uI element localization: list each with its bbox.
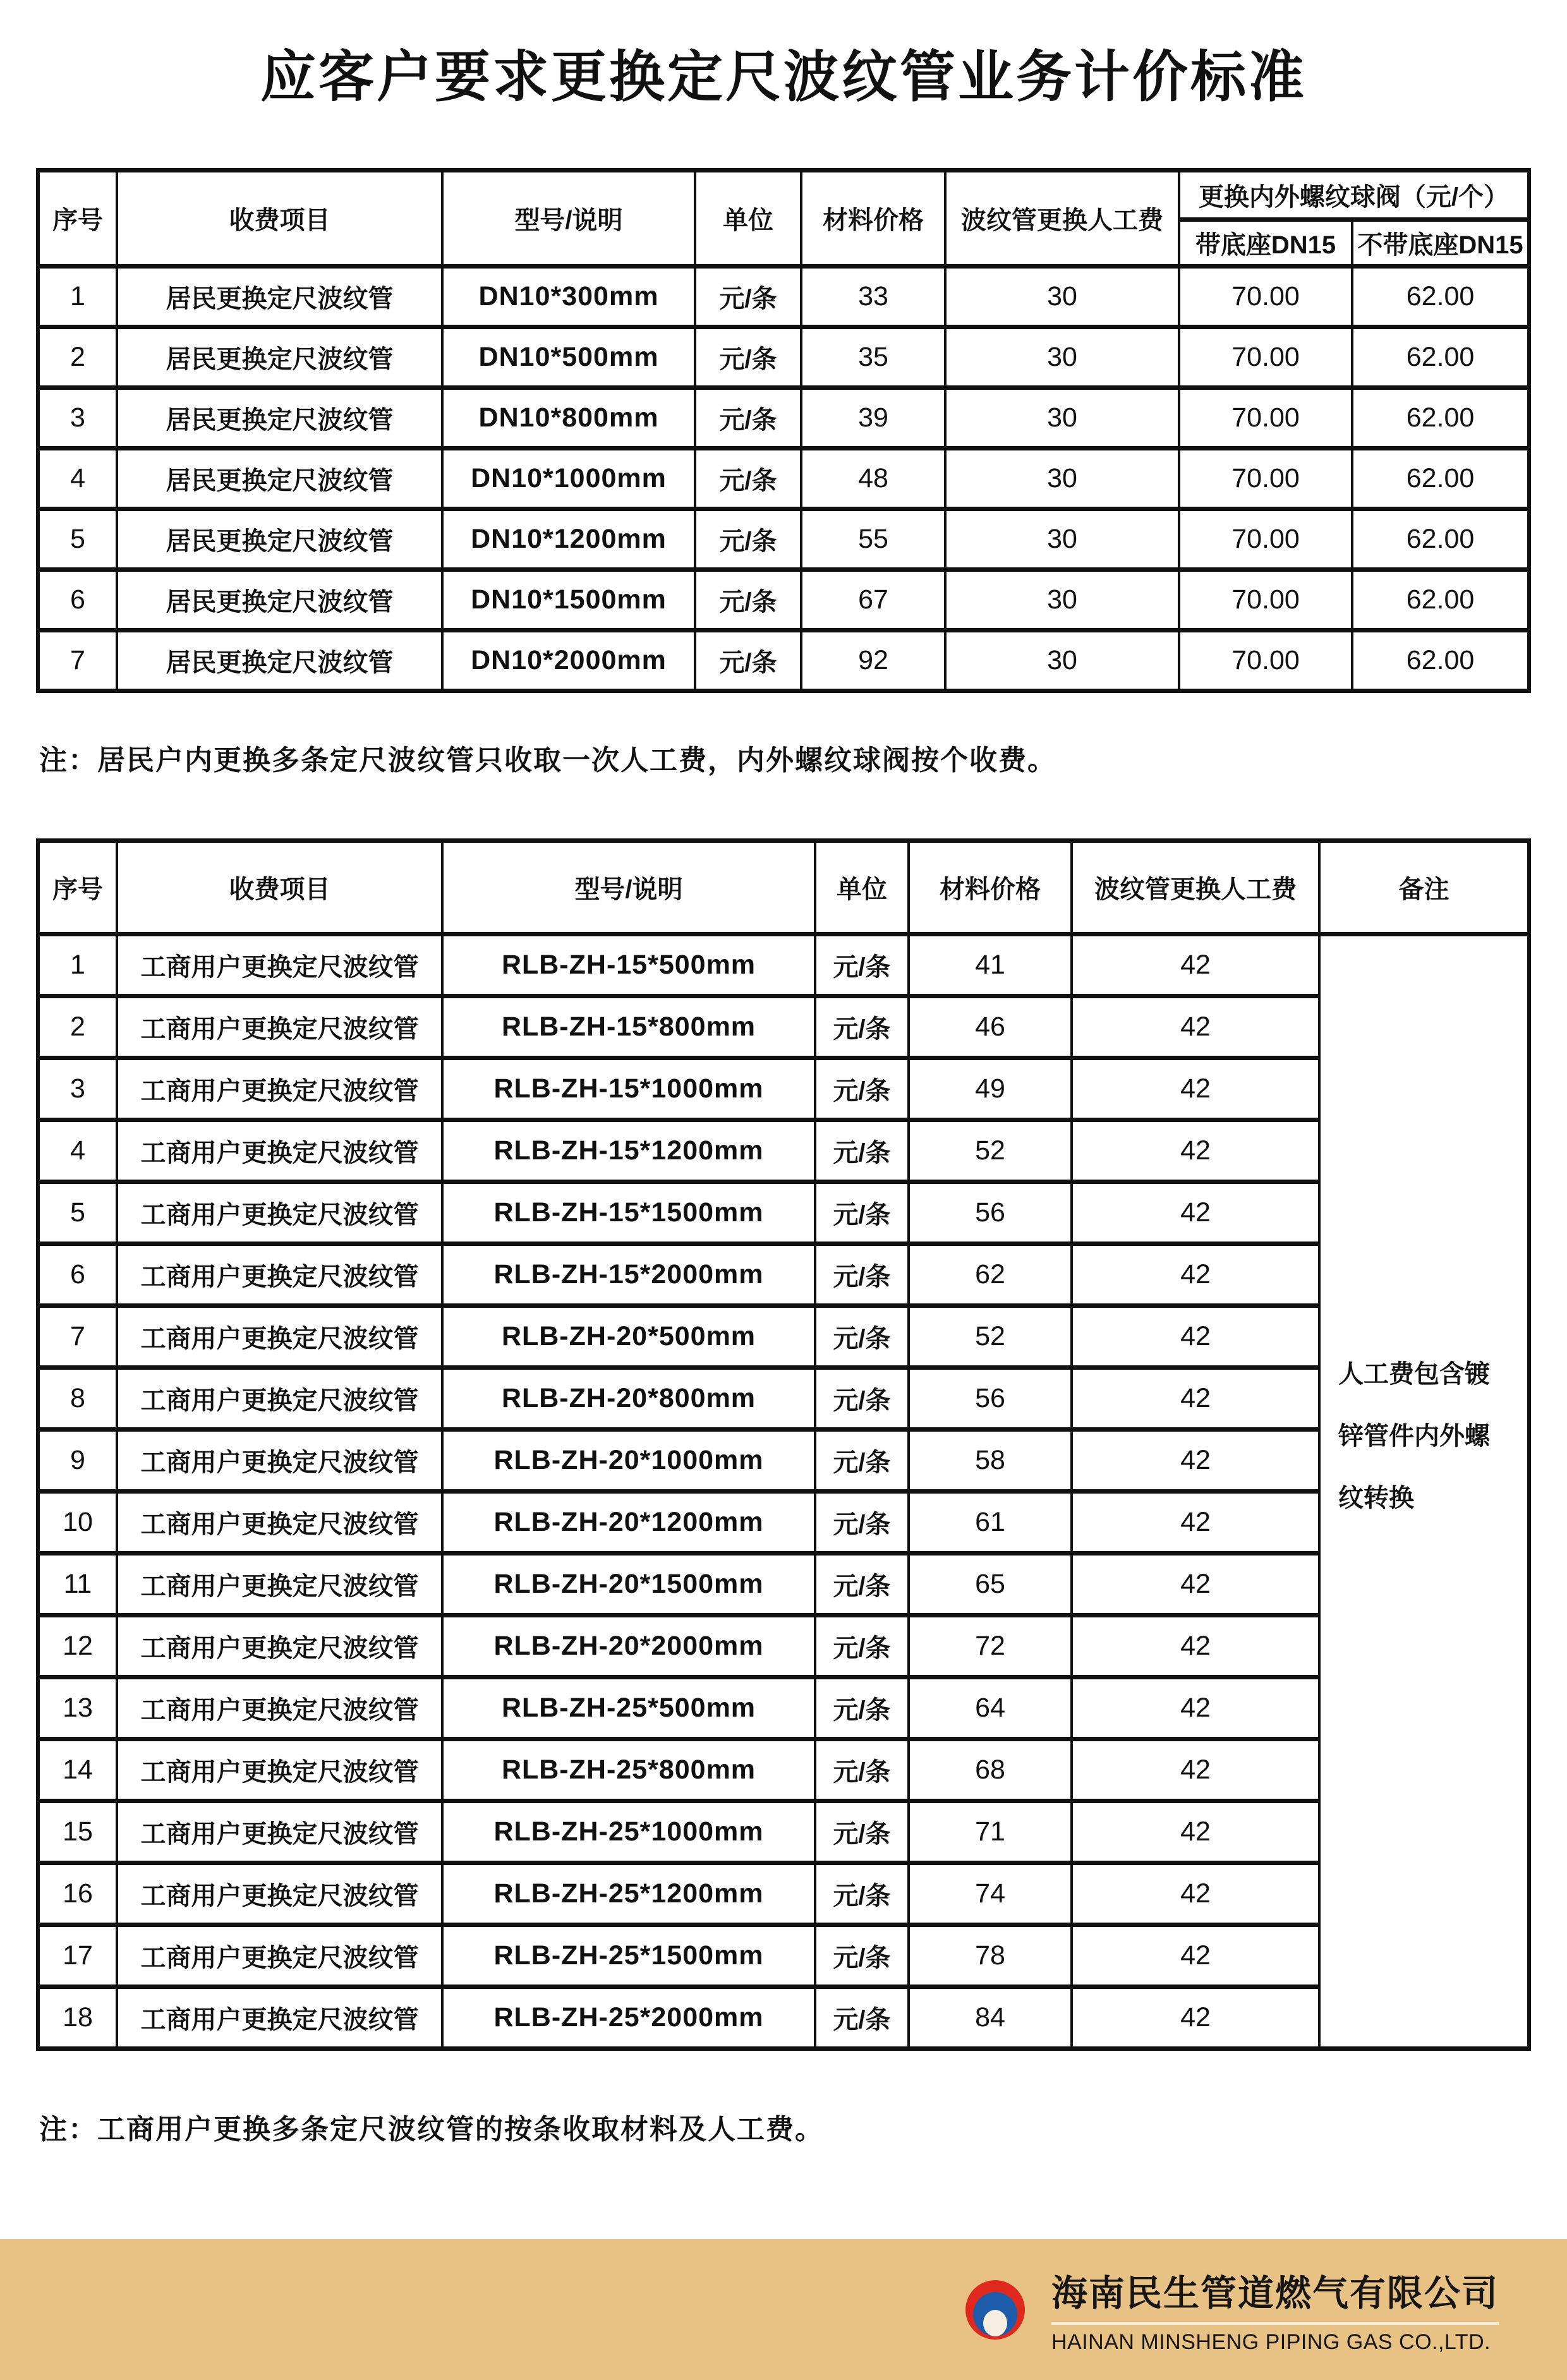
cell-valve-with-base: 70.00: [1179, 631, 1352, 691]
company-name-block: [1051, 2264, 1499, 2355]
cell-labor-fee: 42: [1072, 1244, 1319, 1306]
table-row: [38, 934, 1529, 996]
cell-no: 5: [38, 509, 117, 570]
cell-valve-without-base: 62.00: [1352, 449, 1529, 509]
cell-model: DN10*2000mm: [442, 631, 695, 691]
residential-price-table: [36, 168, 1531, 693]
cell-labor-fee: 42: [1072, 1368, 1319, 1430]
cell-valve-with-base: 70.00: [1179, 509, 1352, 570]
cell-no: 11: [38, 1554, 117, 1616]
cell-no: 6: [38, 1244, 117, 1306]
cell-labor-fee: 42: [1072, 1739, 1319, 1801]
cell-unit: 元/条: [815, 1925, 909, 1987]
cell-material-price: 62: [909, 1244, 1072, 1306]
cell-no: 1: [38, 267, 117, 327]
cell-item: 工商用户更换定尺波纹管: [117, 934, 442, 996]
cell-model: RLB-ZH-15*1000mm: [442, 1058, 815, 1120]
table-row: [38, 1492, 1529, 1554]
cell-item: 工商用户更换定尺波纹管: [117, 1554, 442, 1616]
cell-no: 10: [38, 1492, 117, 1554]
cell-labor-fee: 42: [1072, 934, 1319, 996]
table-row: [38, 1120, 1529, 1182]
cell-unit: 元/条: [815, 1739, 909, 1801]
cell-item: 居民更换定尺波纹管: [117, 267, 442, 327]
table-row: [38, 1554, 1529, 1616]
cell-unit: 元/条: [695, 631, 801, 691]
cell-no: 3: [38, 388, 117, 449]
cell-model: RLB-ZH-15*1200mm: [442, 1120, 815, 1182]
cell-item: 居民更换定尺波纹管: [117, 388, 442, 449]
company-name-divider: [1051, 2322, 1499, 2325]
table-row: [38, 1987, 1529, 2049]
cell-item: 工商用户更换定尺波纹管: [117, 1677, 442, 1739]
cell-no: 5: [38, 1182, 117, 1244]
cell-valve-without-base: 62.00: [1352, 388, 1529, 449]
header-model: 型号/说明: [442, 841, 815, 934]
cell-no: 7: [38, 631, 117, 691]
cell-item: 工商用户更换定尺波纹管: [117, 1739, 442, 1801]
cell-item: 工商用户更换定尺波纹管: [117, 1863, 442, 1925]
cell-item: 工商用户更换定尺波纹管: [117, 1801, 442, 1863]
table-header-row: [38, 171, 1529, 220]
cell-unit: 元/条: [815, 1182, 909, 1244]
table-row: [38, 1368, 1529, 1430]
header-unit: 单位: [695, 171, 801, 267]
cell-labor-fee: 42: [1072, 1306, 1319, 1368]
header-model: 型号/说明: [442, 171, 695, 267]
cell-valve-with-base: 70.00: [1179, 449, 1352, 509]
cell-item: 居民更换定尺波纹管: [117, 509, 442, 570]
cell-item: 工商用户更换定尺波纹管: [117, 1182, 442, 1244]
cell-unit: 元/条: [815, 1801, 909, 1863]
cell-no: 1: [38, 934, 117, 996]
cell-material-price: 56: [909, 1368, 1072, 1430]
header-material-price: 材料价格: [909, 841, 1072, 934]
cell-labor-fee: 42: [1072, 1058, 1319, 1120]
table-row: [38, 1244, 1529, 1306]
header-unit: 单位: [815, 841, 909, 934]
table-row: [38, 1801, 1529, 1863]
cell-no: 12: [38, 1616, 117, 1677]
cell-model: RLB-ZH-25*2000mm: [442, 1987, 815, 2049]
cell-material-price: 67: [801, 570, 945, 631]
table-row: [38, 1677, 1529, 1739]
cell-labor-fee: 30: [945, 509, 1179, 570]
cell-unit: 元/条: [695, 267, 801, 327]
cell-item: 工商用户更换定尺波纹管: [117, 1987, 442, 2049]
cell-no: 2: [38, 327, 117, 388]
cell-model: DN10*500mm: [442, 327, 695, 388]
cell-unit: 元/条: [695, 388, 801, 449]
cell-labor-fee: 42: [1072, 996, 1319, 1058]
table-row: [38, 1616, 1529, 1677]
cell-model: DN10*300mm: [442, 267, 695, 327]
cell-no: 4: [38, 449, 117, 509]
logo-inner-circle: [983, 2310, 1007, 2336]
cell-model: RLB-ZH-25*800mm: [442, 1739, 815, 1801]
cell-labor-fee: 30: [945, 267, 1179, 327]
table-row: [38, 1058, 1529, 1120]
cell-material-price: 33: [801, 267, 945, 327]
table-header-row: [38, 841, 1529, 934]
cell-unit: 元/条: [815, 1368, 909, 1430]
cell-no: 4: [38, 1120, 117, 1182]
cell-unit: 元/条: [815, 1058, 909, 1120]
cell-material-price: 35: [801, 327, 945, 388]
header-labor-fee: 波纹管更换人工费: [1072, 841, 1319, 934]
cell-model: RLB-ZH-15*800mm: [442, 996, 815, 1058]
cell-labor-fee: 42: [1072, 1492, 1319, 1554]
cell-labor-fee: 42: [1072, 1677, 1319, 1739]
cell-material-price: 41: [909, 934, 1072, 996]
cell-valve-with-base: 70.00: [1179, 327, 1352, 388]
cell-material-price: 72: [909, 1616, 1072, 1677]
cell-model: RLB-ZH-25*1500mm: [442, 1925, 815, 1987]
cell-unit: 元/条: [815, 1306, 909, 1368]
cell-material-price: 52: [909, 1306, 1072, 1368]
cell-item: 工商用户更换定尺波纹管: [117, 1616, 442, 1677]
cell-material-price: 39: [801, 388, 945, 449]
cell-item: 居民更换定尺波纹管: [117, 631, 442, 691]
company-name-chinese: 海南民生管道燃气有限公司: [1051, 2274, 1499, 2314]
cell-labor-fee: 30: [945, 388, 1179, 449]
cell-no: 15: [38, 1801, 117, 1863]
cell-item: 居民更换定尺波纹管: [117, 570, 442, 631]
table-row: [38, 509, 1529, 570]
cell-unit: 元/条: [815, 1120, 909, 1182]
table-row: [38, 1306, 1529, 1368]
header-labor-fee: 波纹管更换人工费: [945, 171, 1179, 267]
cell-unit: 元/条: [695, 449, 801, 509]
cell-unit: 元/条: [815, 1244, 909, 1306]
cell-valve-without-base: 62.00: [1352, 327, 1529, 388]
cell-unit: 元/条: [815, 1430, 909, 1492]
table-row: [38, 388, 1529, 449]
table-row: [38, 1430, 1529, 1492]
cell-material-price: 64: [909, 1677, 1072, 1739]
cell-labor-fee: 30: [945, 570, 1179, 631]
header-material-price: 材料价格: [801, 171, 945, 267]
cell-model: RLB-ZH-15*2000mm: [442, 1244, 815, 1306]
cell-unit: 元/条: [815, 1492, 909, 1554]
cell-valve-without-base: 62.00: [1352, 267, 1529, 327]
cell-model: DN10*800mm: [442, 388, 695, 449]
cell-unit: 元/条: [815, 1554, 909, 1616]
cell-material-price: 92: [801, 631, 945, 691]
cell-item: 工商用户更换定尺波纹管: [117, 1058, 442, 1120]
table-row: [38, 1182, 1529, 1244]
cell-model: RLB-ZH-20*800mm: [442, 1368, 815, 1430]
header-item: 收费项目: [117, 841, 442, 934]
cell-unit: 元/条: [695, 509, 801, 570]
table-row: [38, 996, 1529, 1058]
cell-model: DN10*1500mm: [442, 570, 695, 631]
header-no: 序号: [38, 171, 117, 267]
cell-material-price: 49: [909, 1058, 1072, 1120]
residential-table-note: 注：居民户内更换多条定尺波纹管只收取一次人工费，内外螺纹球阀按个收费。: [39, 745, 1056, 776]
cell-labor-fee: 42: [1072, 1863, 1319, 1925]
cell-model: RLB-ZH-25*500mm: [442, 1677, 815, 1739]
cell-valve-with-base: 70.00: [1179, 388, 1352, 449]
table-row: [38, 449, 1529, 509]
cell-material-price: 65: [909, 1554, 1072, 1616]
cell-material-price: 48: [801, 449, 945, 509]
cell-no: 13: [38, 1677, 117, 1739]
cell-labor-fee: 42: [1072, 1430, 1319, 1492]
document-page: [0, 33, 1567, 2380]
cell-model: RLB-ZH-20*1000mm: [442, 1430, 815, 1492]
cell-material-price: 55: [801, 509, 945, 570]
cell-labor-fee: 30: [945, 449, 1179, 509]
header-valve-without-base: 不带底座DN15: [1352, 220, 1529, 267]
cell-model: RLB-ZH-20*500mm: [442, 1306, 815, 1368]
cell-item: 工商用户更换定尺波纹管: [117, 1120, 442, 1182]
cell-no: 6: [38, 570, 117, 631]
cell-material-price: 61: [909, 1492, 1072, 1554]
cell-unit: 元/条: [815, 1987, 909, 2049]
cell-item: 工商用户更换定尺波纹管: [117, 1368, 442, 1430]
cell-model: RLB-ZH-20*2000mm: [442, 1616, 815, 1677]
header-remark: 备注: [1319, 841, 1529, 934]
cell-unit: 元/条: [695, 570, 801, 631]
cell-material-price: 78: [909, 1925, 1072, 1987]
cell-unit: 元/条: [815, 1677, 909, 1739]
page-title: 应客户要求更换定尺波纹管业务计价标准: [260, 45, 1307, 108]
cell-no: 3: [38, 1058, 117, 1120]
cell-material-price: 71: [909, 1801, 1072, 1863]
cell-valve-without-base: 62.00: [1352, 570, 1529, 631]
table-row: [38, 1739, 1529, 1801]
cell-material-price: 46: [909, 996, 1072, 1058]
company-name-english: HAINAN MINSHENG PIPING GAS CO.,LTD.: [1051, 2330, 1491, 2354]
table-row: [38, 570, 1529, 631]
cell-labor-fee: 30: [945, 327, 1179, 388]
cell-labor-fee: 42: [1072, 1987, 1319, 2049]
cell-labor-fee: 30: [945, 631, 1179, 691]
cell-no: 8: [38, 1368, 117, 1430]
cell-material-price: 58: [909, 1430, 1072, 1492]
header-no: 序号: [38, 841, 117, 934]
cell-labor-fee: 42: [1072, 1120, 1319, 1182]
cell-labor-fee: 42: [1072, 1182, 1319, 1244]
cell-material-price: 74: [909, 1863, 1072, 1925]
cell-valve-without-base: 62.00: [1352, 631, 1529, 691]
cell-no: 14: [38, 1739, 117, 1801]
cell-item: 工商用户更换定尺波纹管: [117, 996, 442, 1058]
cell-no: 17: [38, 1925, 117, 1987]
cell-model: RLB-ZH-20*1500mm: [442, 1554, 815, 1616]
cell-item: 居民更换定尺波纹管: [117, 327, 442, 388]
cell-unit: 元/条: [815, 1616, 909, 1677]
cell-model: RLB-ZH-20*1200mm: [442, 1492, 815, 1554]
cell-item: 工商用户更换定尺波纹管: [117, 1492, 442, 1554]
cell-model: DN10*1000mm: [442, 449, 695, 509]
cell-material-price: 56: [909, 1182, 1072, 1244]
cell-material-price: 68: [909, 1739, 1072, 1801]
header-valve-with-base: 带底座DN15: [1179, 220, 1352, 267]
cell-labor-fee: 42: [1072, 1925, 1319, 1987]
commercial-price-table: [36, 838, 1531, 2051]
remark-text: 人工费包含镀 锌管件内外螺 纹转换: [1338, 1360, 1490, 1512]
cell-model: RLB-ZH-15*1500mm: [442, 1182, 815, 1244]
cell-item: 工商用户更换定尺波纹管: [117, 1244, 442, 1306]
cell-unit: 元/条: [815, 1863, 909, 1925]
table-row: [38, 267, 1529, 327]
cell-item: 工商用户更换定尺波纹管: [117, 1306, 442, 1368]
cell-material-price: 84: [909, 1987, 1072, 2049]
cell-item: 工商用户更换定尺波纹管: [117, 1430, 442, 1492]
minsheng-gas-logo-icon: [965, 2280, 1025, 2340]
cell-unit: 元/条: [815, 996, 909, 1058]
cell-no: 2: [38, 996, 117, 1058]
cell-model: RLB-ZH-25*1200mm: [442, 1863, 815, 1925]
table-row: [38, 1863, 1529, 1925]
cell-item: 居民更换定尺波纹管: [117, 449, 442, 509]
header-valve-group: 更换内外螺纹球阀（元/个）: [1179, 171, 1529, 220]
header-item: 收费项目: [117, 171, 442, 267]
cell-no: 18: [38, 1987, 117, 2049]
remark-merged-cell: [1319, 934, 1529, 2049]
cell-no: 16: [38, 1863, 117, 1925]
cell-item: 工商用户更换定尺波纹管: [117, 1925, 442, 1987]
table-row: [38, 1925, 1529, 1987]
table-row: [38, 327, 1529, 388]
footer-band: [0, 2239, 1567, 2380]
cell-model: DN10*1200mm: [442, 509, 695, 570]
cell-labor-fee: 42: [1072, 1801, 1319, 1863]
cell-no: 9: [38, 1430, 117, 1492]
cell-model: RLB-ZH-25*1000mm: [442, 1801, 815, 1863]
cell-material-price: 52: [909, 1120, 1072, 1182]
cell-unit: 元/条: [815, 934, 909, 996]
cell-valve-without-base: 62.00: [1352, 509, 1529, 570]
commercial-table-note: 注：工商用户更换多条定尺波纹管的按条收取材料及人工费。: [39, 2114, 824, 2145]
table-row: [38, 631, 1529, 691]
cell-valve-with-base: 70.00: [1179, 570, 1352, 631]
cell-labor-fee: 42: [1072, 1616, 1319, 1677]
cell-unit: 元/条: [695, 327, 801, 388]
cell-labor-fee: 42: [1072, 1554, 1319, 1616]
cell-no: 7: [38, 1306, 117, 1368]
cell-model: RLB-ZH-15*500mm: [442, 934, 815, 996]
cell-valve-with-base: 70.00: [1179, 267, 1352, 327]
